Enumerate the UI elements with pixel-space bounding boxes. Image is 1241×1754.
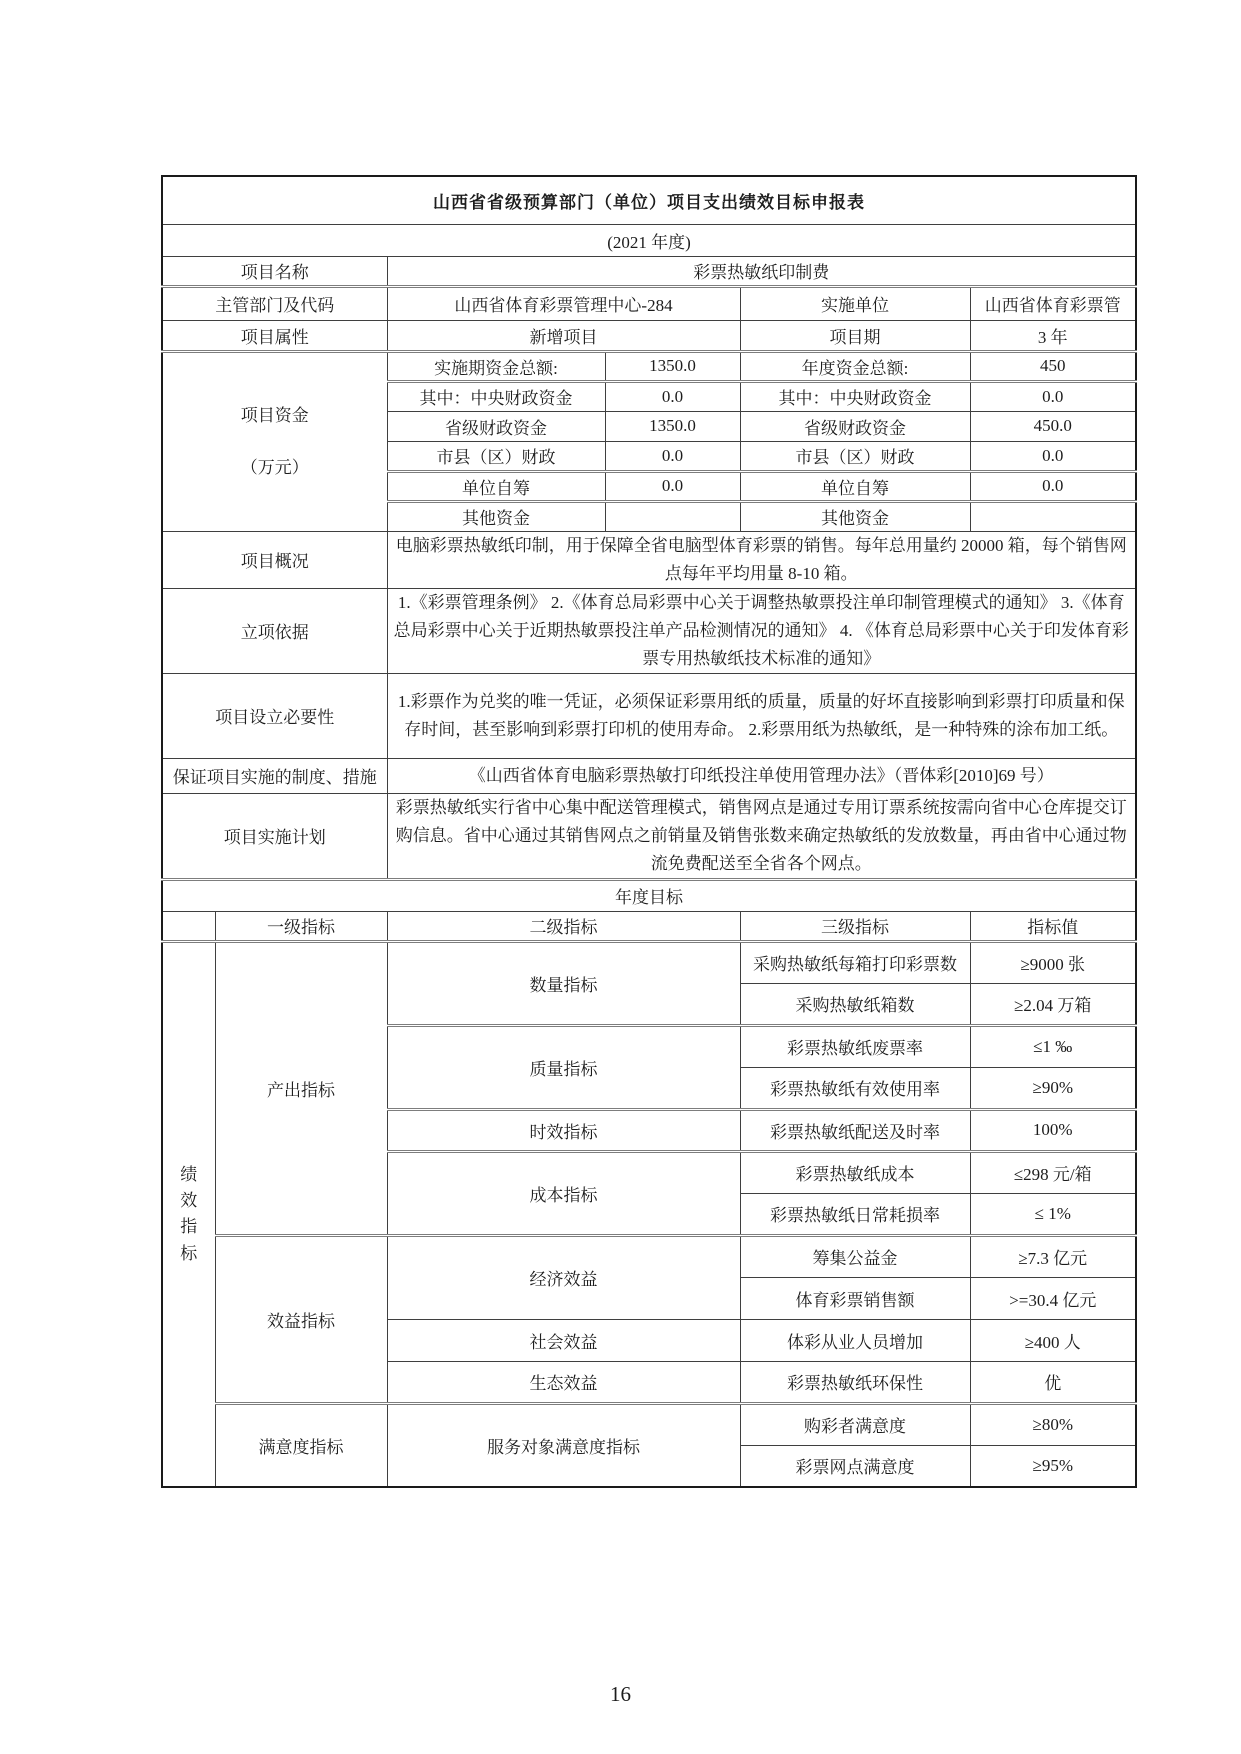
indicator-value: 100% [970,1109,1136,1151]
indicator-value: ≥9000 张 [970,941,1136,983]
system-label: 保证项目实施的制度、措施 [162,758,387,793]
indicator-name: 彩票热敏纸有效使用率 [740,1067,970,1109]
level2-quality: 质量指标 [387,1025,740,1109]
funding-provincial-label-2: 省级财政资金 [740,411,970,441]
attr-label: 项目属性 [162,320,387,351]
indicator-name: 彩票热敏纸废票率 [740,1025,970,1067]
funding-central-label-2: 其中：中央财政资金 [740,381,970,411]
funding-total-impl-value: 1350.0 [605,351,740,381]
indicator-value: 优 [970,1361,1136,1403]
indicator-value: ≥80% [970,1403,1136,1445]
funding-county-value-1: 0.0 [605,441,740,471]
page-number: 16 [610,1682,631,1706]
period-label: 项目期 [740,320,970,351]
indicator-header-level3: 三级指标 [740,911,970,941]
funding-provincial-value-2: 450.0 [970,411,1136,441]
funding-provincial-value-1: 1350.0 [605,411,740,441]
funding-other-label-1: 其他资金 [387,501,605,531]
form-year: (2021 年度) [162,224,1136,256]
indicator-header-level2: 二级指标 [387,911,740,941]
system-text: 《山西省体育电脑彩票热敏打印纸投注单使用管理办法》（晋体彩[2010]69 号） [387,758,1136,793]
level2-ecological: 生态效益 [387,1361,740,1403]
level1-benefit: 效益指标 [215,1235,387,1403]
indicator-name: 体育彩票销售额 [740,1277,970,1319]
indicator-value: ≤298 元/箱 [970,1151,1136,1193]
indicator-value: ≤ 1% [970,1193,1136,1235]
funding-county-label-1: 市县（区）财政 [387,441,605,471]
level2-service-satisfaction: 服务对象满意度指标 [387,1403,740,1487]
level2-quantity: 数量指标 [387,941,740,1025]
indicator-name: 体彩从业人员增加 [740,1319,970,1361]
project-name-value: 彩票热敏纸印制费 [387,256,1136,286]
funding-central-label-1: 其中：中央财政资金 [387,381,605,411]
indicator-name: 彩票热敏纸环保性 [740,1361,970,1403]
funding-total-annual-value: 450 [970,351,1136,381]
dept-code-value: 山西省体育彩票管理中心-284 [387,286,740,320]
basis-label: 立项依据 [162,588,387,673]
plan-text: 彩票热敏纸实行省中心集中配送管理模式，销售网点是通过专用订票系统按需向省中心仓库提交订购信息。省中心通过其销售网点之前销量及销售张数来确定热敏纸的发放数量，再由省中心通过物流免费配送至全省各个网点。 [387,793,1136,879]
funding-self-label-2: 单位自筹 [740,471,970,501]
level2-economic: 经济效益 [387,1235,740,1319]
indicator-name: 采购热敏纸箱数 [740,983,970,1025]
necessity-label: 项目设立必要性 [162,673,387,758]
indicator-header-value: 指标值 [970,911,1136,941]
funding-central-value-1: 0.0 [605,381,740,411]
funding-label-line2: （万元） [240,457,309,477]
funding-other-label-2: 其他资金 [740,501,970,531]
indicator-name: 彩票热敏纸成本 [740,1151,970,1193]
budget-performance-form-table [161,175,1137,1488]
impl-unit-value: 山西省体育彩票管 [970,286,1136,320]
funding-self-value-2: 0.0 [970,471,1136,501]
indicator-value: ≥95% [970,1445,1136,1487]
indicator-value: >=30.4 亿元 [970,1277,1136,1319]
funding-other-value-1 [605,501,740,531]
indicator-name: 彩票热敏纸配送及时率 [740,1109,970,1151]
indicator-name: 彩票网点满意度 [740,1445,970,1487]
indicator-value: ≥2.04 万箱 [970,983,1136,1025]
attr-value: 新增项目 [387,320,740,351]
level2-cost: 成本指标 [387,1151,740,1235]
level2-timeliness: 时效指标 [387,1109,740,1151]
funding-label [162,351,387,531]
level1-satisfaction: 满意度指标 [215,1403,387,1487]
overview-label: 项目概况 [162,531,387,588]
funding-total-impl-label: 实施期资金总额: [387,351,605,381]
funding-county-label-2: 市县（区）财政 [740,441,970,471]
dept-code-label: 主管部门及代码 [162,286,387,320]
overview-text: 电脑彩票热敏纸印制，用于保障全省电脑型体育彩票的销售。每年总用量约 20000 箱，每个销售网点每年平均用量 8-10 箱。 [387,531,1136,588]
period-value: 3 年 [970,320,1136,351]
indicator-value: ≥400 人 [970,1319,1136,1361]
funding-central-value-2: 0.0 [970,381,1136,411]
annual-goal-label: 年度目标 [162,879,1136,911]
indicator-value: ≥7.3 亿元 [970,1235,1136,1277]
indicator-header-spacer [162,911,215,941]
project-name-label: 项目名称 [162,256,387,286]
indicator-value: ≤1 ‰ [970,1025,1136,1067]
funding-self-value-1: 0.0 [605,471,740,501]
funding-self-label-1: 单位自筹 [387,471,605,501]
level2-social: 社会效益 [387,1319,740,1361]
performance-side-label-text: 绩效指标 [180,1164,198,1263]
plan-label: 项目实施计划 [162,793,387,879]
funding-county-value-2: 0.0 [970,441,1136,471]
funding-provincial-label-1: 省级财政资金 [387,411,605,441]
necessity-text: 1.彩票作为兑奖的唯一凭证，必须保证彩票用纸的质量，质量的好坏直接影响到彩票打印质量和保存时间，甚至影响到彩票打印机的使用寿命。 2.彩票用纸为热敏纸，是一种特殊的涂布加工纸。 [387,673,1136,758]
impl-unit-label: 实施单位 [740,286,970,320]
indicator-name: 购彩者满意度 [740,1403,970,1445]
level1-output: 产出指标 [215,941,387,1235]
indicator-header-level1: 一级指标 [215,911,387,941]
indicator-name: 采购热敏纸每箱打印彩票数 [740,941,970,983]
funding-other-value-2 [970,501,1136,531]
funding-label-line1: 项目资金 [240,405,309,425]
funding-total-annual-label: 年度资金总额: [740,351,970,381]
basis-text: 1.《彩票管理条例》 2.《体育总局彩票中心关于调整热敏票投注单印制管理模式的通知》 3.《体育总局彩票中心关于近期热敏票投注单产品检测情况的通知》 4. 《体育总局彩票中心关于印发体育彩票专用热敏纸技术标准的通知》 [387,588,1136,673]
indicator-value: ≥90% [970,1067,1136,1109]
indicator-name: 筹集公益金 [740,1235,970,1277]
indicator-name: 彩票热敏纸日常耗损率 [740,1193,970,1235]
form-title: 山西省省级预算部门（单位）项目支出绩效目标申报表 [162,176,1136,224]
performance-side-label [162,941,215,1487]
